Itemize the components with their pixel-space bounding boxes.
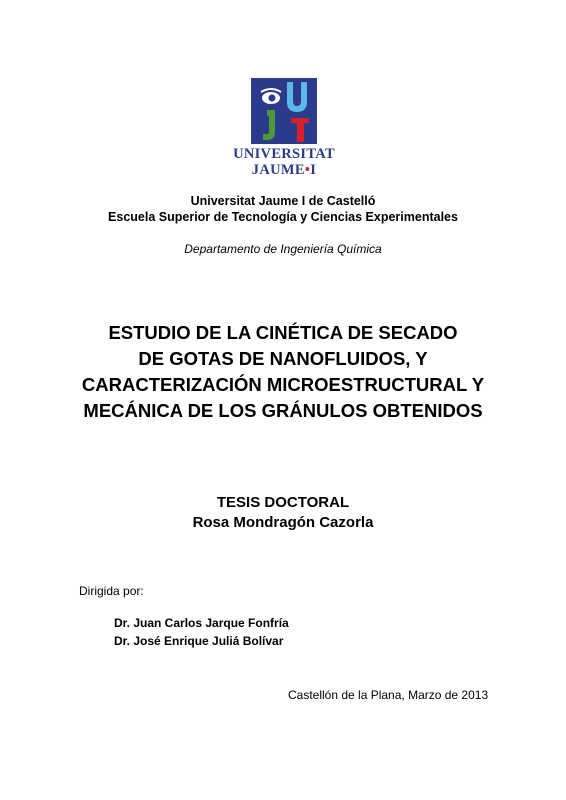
logo-wordmark-i: I (310, 162, 317, 178)
department-name: Departamento de Ingeniería Química (184, 242, 382, 256)
school-name: Escuela Superior de Tecnología y Ciencias Experimentales (108, 210, 458, 224)
thesis-title-line: DE GOTAS DE NANOFLUIDOS, Y (138, 348, 428, 369)
director-name: Dr. José Enrique Juliá Bolívar (114, 634, 284, 648)
place-and-date: Castellón de la Plana, Marzo de 2013 (288, 688, 489, 702)
university-logo (229, 78, 339, 178)
logo-wordmark-jaume: JAUME (251, 162, 305, 178)
directed-by-label: Dirigida por: (79, 584, 144, 598)
thesis-title-line: ESTUDIO DE LA CINÉTICA DE SECADO (108, 322, 458, 343)
university-emblem-icon (251, 78, 317, 144)
thesis-title-line: MECÁNICA DE LOS GRÁNULOS OBTENIDOS (83, 400, 483, 421)
director-name: Dr. Juan Carlos Jarque Fonfría (114, 616, 289, 630)
university-name: Universitat Jaume I de Castelló (190, 194, 376, 208)
author-name: Rosa Mondragón Cazorla (192, 514, 374, 531)
logo-wordmark-separator: • (304, 162, 311, 178)
thesis-title-line: CARACTERIZACIÓN MICROESTRUCTURAL Y (81, 374, 485, 395)
thesis-title (0, 320, 566, 424)
thesis-type: TESIS DOCTORAL (216, 494, 350, 511)
logo-wordmark-line1: UNIVERSITAT (233, 146, 335, 162)
logo-wordmark-line2 (229, 162, 339, 179)
